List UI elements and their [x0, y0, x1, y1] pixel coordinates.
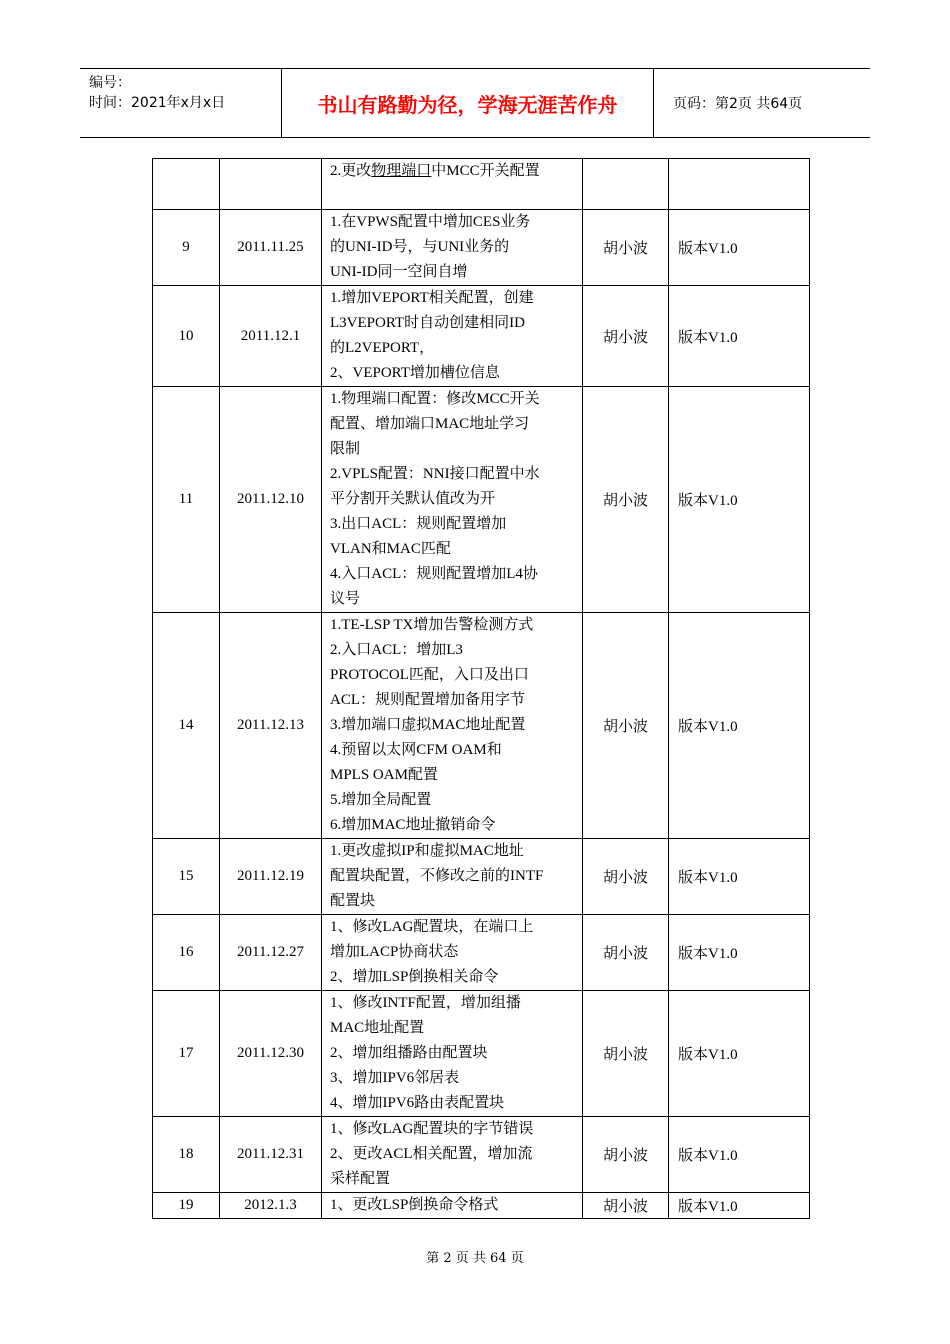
row-author — [583, 159, 669, 210]
row-date — [220, 159, 322, 210]
row-description — [322, 1117, 583, 1193]
description-line: 5.增加全局配置 — [330, 792, 432, 808]
header-motto-cell — [282, 69, 654, 137]
row-date: 2011.12.19 — [220, 839, 322, 915]
description-line: 1、修改LAG配置块的字节错误 — [330, 1121, 534, 1137]
row-author: 胡小波 — [583, 839, 669, 915]
row-description — [322, 915, 583, 991]
row-date: 2011.12.31 — [220, 1117, 322, 1193]
row-version: 版本V1.0 — [669, 286, 810, 387]
description-line: 2.入口ACL：增加L3 — [330, 642, 463, 658]
row-number: 16 — [153, 915, 220, 991]
description-line: 1.在VPWS配置中增加CES业务 — [330, 214, 531, 230]
table-row — [153, 613, 810, 839]
revision-table — [152, 158, 810, 1219]
description-line: MAC地址配置 — [330, 1020, 425, 1036]
row-number: 11 — [153, 387, 220, 613]
description-line: 限制 — [330, 441, 361, 457]
row-description — [322, 613, 583, 839]
description-line: 4.预留以太网CFM OAM和 — [330, 742, 502, 758]
description-line: 的UNI-ID号，与UNI业务的 — [330, 239, 510, 255]
header-meta — [80, 69, 282, 137]
row-number: 14 — [153, 613, 220, 839]
description-line: 2.VPLS配置：NNI接口配置中水 — [330, 466, 540, 482]
row-date: 2011.12.30 — [220, 991, 322, 1117]
header-page-info — [664, 69, 870, 137]
description-line: 1.增加VEPORT相关配置，创建 — [330, 290, 534, 306]
row-version: 版本V1.0 — [669, 1117, 810, 1193]
row-number: 17 — [153, 991, 220, 1117]
desc-underlined-term: 物理端口 — [371, 163, 432, 179]
description-line: 1、更改LSP倒换命令格式 — [330, 1197, 499, 1213]
description-line: 1、修改LAG配置块，在端口上 — [330, 919, 534, 935]
desc-pre: 2.更改 — [330, 163, 372, 179]
row-description — [322, 1193, 583, 1219]
description-line: 4.入口ACL：规则配置增加L4协 — [330, 566, 538, 582]
motto-text: 书山有路勤为径，学海无涯苦作舟 — [317, 92, 618, 117]
row-version: 版本V1.0 — [669, 613, 810, 839]
row-author: 胡小波 — [583, 1193, 669, 1219]
description-line: ACL：规则配置增加备用字节 — [330, 692, 526, 708]
row-author: 胡小波 — [583, 613, 669, 839]
row-number: 19 — [153, 1193, 220, 1219]
row-number — [153, 159, 220, 210]
description-line: 1、修改INTF配置，增加组播 — [330, 995, 521, 1011]
row-date: 2011.12.10 — [220, 387, 322, 613]
row-version: 版本V1.0 — [669, 210, 810, 286]
description-line: 采样配置 — [330, 1171, 391, 1187]
row-description — [322, 839, 583, 915]
row-date: 2011.12.13 — [220, 613, 322, 839]
description-line: MPLS OAM配置 — [330, 767, 438, 783]
row-number: 18 — [153, 1117, 220, 1193]
time-label: 时间：2021年x月x日 — [89, 95, 226, 111]
page-header — [80, 68, 870, 138]
row-number: 9 — [153, 210, 220, 286]
row-description — [322, 387, 583, 613]
description-line: 配置块 — [330, 893, 376, 909]
description-line: 议号 — [330, 591, 361, 607]
row-version: 版本V1.0 — [669, 1193, 810, 1219]
description-line: 6.增加MAC地址撤销命令 — [330, 817, 496, 833]
row-number: 15 — [153, 839, 220, 915]
description-line: L3VEPORT时自动创建相同ID — [330, 315, 525, 331]
description-line: PROTOCOL匹配，入口及出口 — [330, 667, 529, 683]
table-row — [153, 1193, 810, 1219]
description-line: 1.更改虚拟IP和虚拟MAC地址 — [330, 843, 524, 859]
description-line: 配置块配置，不修改之前的INTF — [330, 868, 544, 884]
description-line — [330, 159, 574, 184]
description-line: 3.增加端口虚拟MAC地址配置 — [330, 717, 526, 733]
desc-post: 中MCC开关配置 — [431, 163, 540, 179]
description-line: 1.TE-LSP TX增加告警检测方式 — [330, 617, 534, 633]
row-number: 10 — [153, 286, 220, 387]
page-footer: 第 2 页 共 64 页 — [426, 1251, 524, 1266]
row-date: 2011.11.25 — [220, 210, 322, 286]
row-date: 2011.12.27 — [220, 915, 322, 991]
row-author: 胡小波 — [583, 1117, 669, 1193]
description-line: 3、增加IPV6邻居表 — [330, 1070, 460, 1086]
row-description — [322, 210, 583, 286]
row-description — [322, 286, 583, 387]
row-author: 胡小波 — [583, 286, 669, 387]
description-line: VLAN和MAC匹配 — [330, 541, 451, 557]
description-line: 2、更改ACL相关配置，增加流 — [330, 1146, 533, 1162]
row-author: 胡小波 — [583, 210, 669, 286]
table-row — [153, 286, 810, 387]
description-line: 增加LACP协商状态 — [330, 944, 459, 960]
table-row — [153, 159, 810, 210]
row-version — [669, 159, 810, 210]
description-line: 平分割开关默认值改为开 — [330, 491, 496, 507]
row-author: 胡小波 — [583, 991, 669, 1117]
description-line: 3.出口ACL：规则配置增加 — [330, 516, 507, 532]
table-row — [153, 991, 810, 1117]
table-row — [153, 1117, 810, 1193]
row-version: 版本V1.0 — [669, 387, 810, 613]
description-line: 1.物理端口配置：修改MCC开关 — [330, 391, 540, 407]
description-line: 的L2VEPORT， — [330, 340, 435, 356]
description-line: 2、增加LSP倒换相关命令 — [330, 969, 499, 985]
row-version: 版本V1.0 — [669, 839, 810, 915]
table-row — [153, 210, 810, 286]
number-label: 编号： — [89, 75, 131, 91]
description-line: UNI-ID同一空间自增 — [330, 264, 468, 280]
page-info-text: 页码：第2页 共64页 — [673, 96, 803, 112]
row-date: 2012.1.3 — [220, 1193, 322, 1219]
description-line: 2、增加组播路由配置块 — [330, 1045, 488, 1061]
row-description — [322, 159, 583, 210]
row-author: 胡小波 — [583, 915, 669, 991]
table-row — [153, 387, 810, 613]
description-line: 2、VEPORT增加槽位信息 — [330, 365, 500, 381]
row-date: 2011.12.1 — [220, 286, 322, 387]
row-version: 版本V1.0 — [669, 991, 810, 1117]
row-description — [322, 991, 583, 1117]
table-row — [153, 915, 810, 991]
description-line: 配置、增加端口MAC地址学习 — [330, 416, 530, 432]
row-author: 胡小波 — [583, 387, 669, 613]
row-version: 版本V1.0 — [669, 915, 810, 991]
description-line: 4、增加IPV6路由表配置块 — [330, 1095, 505, 1111]
table-row — [153, 839, 810, 915]
